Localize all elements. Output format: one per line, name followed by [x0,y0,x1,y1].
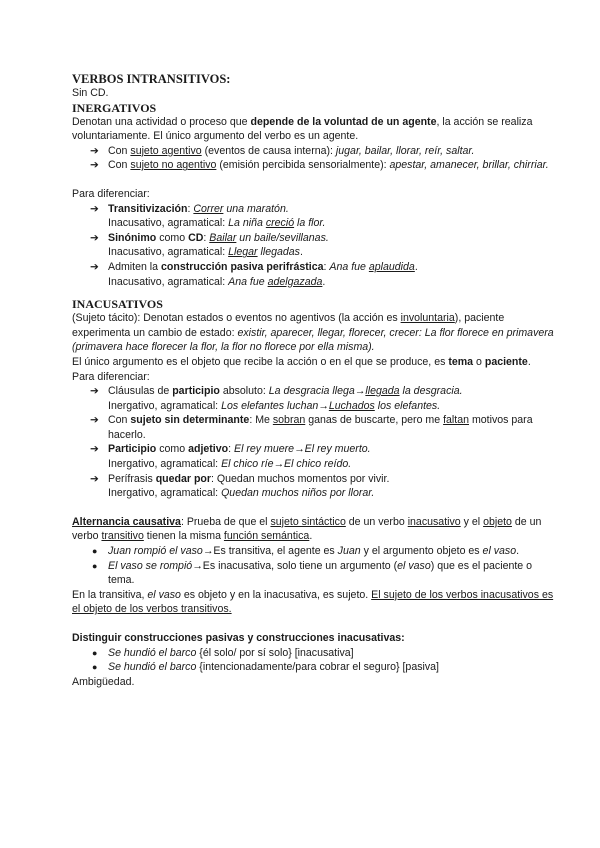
list-item: ➔ Con sujeto agentivo (eventos de causa interna): jugar, bailar, llorar, reír, saltar. [90,144,475,157]
distinguir-examples-list [72,646,560,675]
list-item: ➔ Admiten la construcción pasiva perifrástica: Ana fue aplaudida. Inacusativo, agramatical: Ana fue adelgazada. [90,260,418,288]
list-item: ➔ Perífrasis quedar por: Quedan muchos momentos por vivir. Inergativo, agramatical: Quedan muchos niños por llorar. [90,472,390,500]
arrow-icon: ➔ [90,472,99,485]
section-heading-inergativos: INERGATIVOS [72,100,157,115]
intro-text: Sin CD. [72,87,109,99]
list-item: ➔ Con sujeto sin determinante: Me sobran ganas de buscarte, pero me faltan motivos para hacerlo. [90,414,533,441]
inacusativos-definition-2: El único argumento es el objeto que recibe la acción o en el que se produce, es tema o paciente. [72,355,531,368]
arrow-icon: ➔ [90,385,99,398]
list-item: ● Se hundió el barco {él solo/ por sí solo} [inacusativa] [92,646,354,659]
alternancia-causativa-paragraph: Alternancia causativa: Prueba de que el sujeto sintáctico de un verbo inacusativo y el objeto de un verbo transitivo tienen la misma función semántica. [72,515,542,543]
arrow-icon: ➔ [90,260,99,273]
inacusativos-definition: (Sujeto tácito): Denotan estados o eventos no agentivos (la acción es involuntaria), paciente experimenta un cambio de estado: existir, aparecer, llegar, florecer, crecer: La flor florece en primavera (primavera hace florecer la flor, la flor no florece por ella misma). [72,312,554,354]
list-item: ➔ Participio como adjetivo: El rey muere→El rey muerto. Inergativo, agramatical: El chico ríe→El chico reído. [90,443,371,471]
bullet-icon: ● [92,546,98,557]
arrow-icon: ➔ [90,144,99,157]
inergativos-types-list [72,144,560,173]
list-item: ● El vaso se rompió→Es inacusativa, solo tiene un argumento (el vaso) que es el paciente o tema. [92,559,533,587]
list-item: ● Se hundió el barco {intencionadamente/para cobrar el seguro} [pasiva] [92,661,439,674]
bullet-icon: ● [92,662,98,673]
inergativos-tests-list [72,202,560,290]
arrow-icon: ➔ [90,159,99,172]
ambiguedad-note: Ambigüedad. [72,675,135,688]
para-diferenciar-label: Para diferenciar: [72,370,150,383]
list-item: ➔ Cláusulas de participio absoluto: La desgracia llega→llegada la desgracia. Inergativo, agramatical: Los elefantes luchan→Luchados los elefantes. [90,385,463,412]
bullet-icon: ● [92,647,98,658]
arrow-icon: ➔ [90,443,99,456]
arrow-icon: ➔ [90,414,99,427]
bullet-icon: ● [92,560,98,571]
section-heading-inacusativos: INACUSATIVOS [72,297,163,312]
inergativos-definition: Denotan una actividad o proceso que depende de la voluntad de un agente, la acción se realiza voluntariamente. El único argumento del verbo es un agente. [72,115,533,143]
inacusativos-tests-list [72,384,560,501]
list-item: ➔ Sinónimo como CD: Bailar un baile/sevillanas. Inacusativo, agramatical: Llegar llegadas. [90,231,329,259]
page-title: VERBOS INTRANSITIVOS: [72,72,231,86]
alternancia-conclusion: En la transitiva, el vaso es objeto y en la inacusativa, es sujeto. El sujeto de los verbos inacusativos es el objeto de los verbos transitivos. [72,588,554,616]
list-item: ➔ Con sujeto no agentivo (emisión percibida sensorialmente): apestar, amanecer, brillar, chirriar. [90,159,549,172]
distinguir-heading: Distinguir construcciones pasivas y construcciones inacusativas: [72,632,405,644]
para-diferenciar-label: Para diferenciar: [72,187,150,200]
arrow-icon: ➔ [90,202,99,215]
list-item: ➔ Transitivización: Correr una maratón. Inacusativo, agramatical: La niña creció la flor. [90,202,326,230]
alternancia-examples-list [72,544,560,588]
list-item: ● Juan rompió el vaso→Es transitiva, el agente es Juan y el argumento objeto es el vaso. [92,545,520,558]
arrow-icon: ➔ [90,231,99,244]
